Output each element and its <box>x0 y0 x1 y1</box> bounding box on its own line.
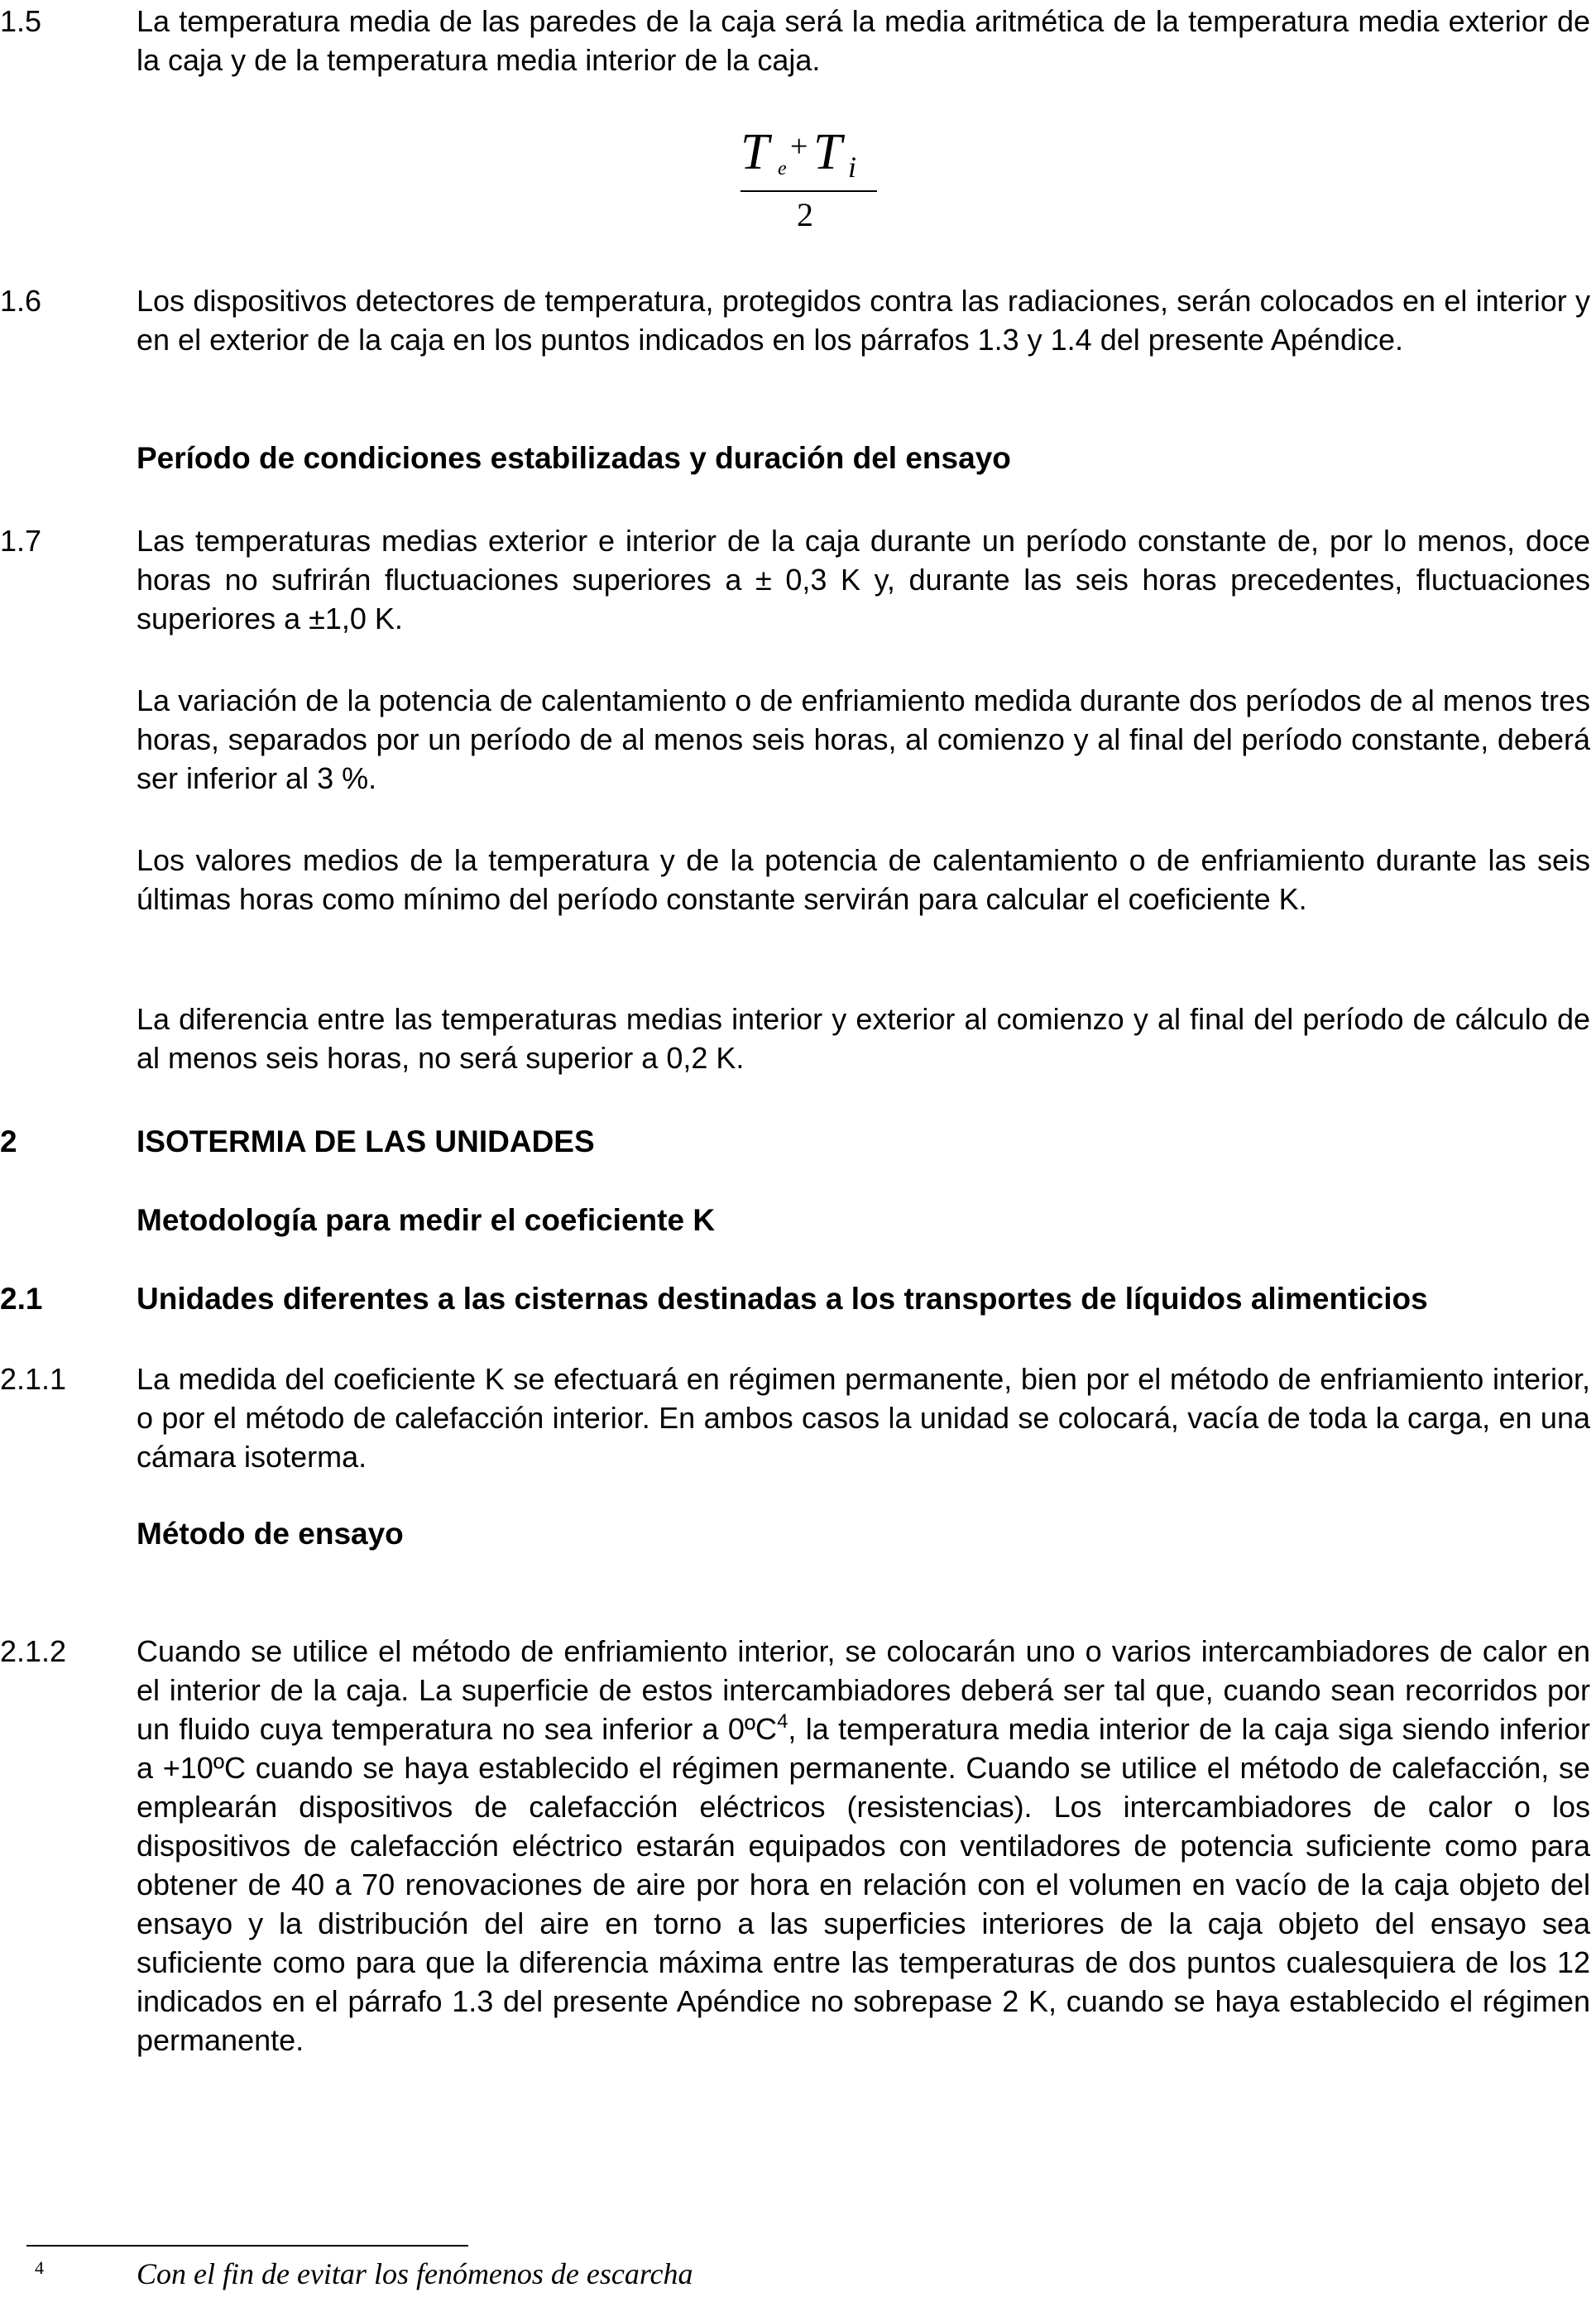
formula-denominator: 2 <box>797 196 813 233</box>
section-number-1-6: 1.6 <box>0 284 42 318</box>
paragraph-1-7-c: Los valores medios de la temperatura y de la potencia de calentamiento o de enfriamiento durante las seis últimas horas como mínimo del período constante servirán para calcular el coeficiente K. <box>137 843 1590 916</box>
paragraph-1-6: Los dispositivos detectores de temperatura, protegidos contra las radiaciones, serán colocados en el interior y en el exterior de la caja en los puntos indicados en los párrafos 1.3 y 1.4 del presente Apéndice. <box>137 284 1590 357</box>
formula-te-symbol: T <box>740 124 769 180</box>
paragraph-1-7-b: La variación de la potencia de calentamiento o de enfriamiento medida durante dos períodos de al menos tres horas, separados por un período de al menos seis horas, al comienzo y al final del período constante, deberá ser inferior al 3 %. <box>137 683 1590 795</box>
paragraph-1-7-a: Las temperaturas medias exterior e interior de la caja durante un período constante de, por lo menos, doce horas no sufrirán fluctuaciones superiores a ± 0,3 K y, durante las seis horas precedentes, fluctuaciones superiores a ±1,0 K. <box>137 524 1590 635</box>
paragraph-2-1-1: La medida del coeficiente K se efectuará en régimen permanente, bien por el método de enfriamiento interior, o por el método de calefacción interior. En ambos casos la unidad se colocará, vacía de toda la carga, en una cámara isoterma. <box>137 1362 1590 1474</box>
paragraph-2-1-2-part-a: Cuando se utilice el método de enfriamiento interior, se colocarán uno o varios intercambiadores de calor en el interior de la caja. La superficie de estos intercambiadores deberá ser tal que, cuando sean recorridos por un fluido cuya temperatura no sea inferior a 0ºC <box>137 1634 1590 1746</box>
formula-subscript-i: i <box>848 151 857 184</box>
mean-temperature-formula <box>740 122 877 234</box>
formula-fraction-bar <box>740 190 877 192</box>
paragraph-2-1-2-part-b: , la temperatura media interior de la caja siga siendo inferior a +10ºC cuando se haya establecido el régimen permanente. Cuando se utilice el método de calefacción, se emplearán dispositivos de calefacción eléctricos (resistencias). Los intercambiadores de calor o los dispositivos de calefacción eléctrico estarán equipados con ventiladores de potencia suficiente como para obtener de 40 a 70 renovaciones de aire por hora en relación con el volumen en vacío de la caja objeto del ensayo y la distribución del aire en torno a las superficies interiores de la caja objeto del ensayo sea suficiente como para que la diferencia máxima entre las temperaturas de dos puntos cualesquiera de los 12 indicados en el párrafo 1.3 del presente Apéndice no sobrepase 2 K, cuando se haya establecido el régimen permanente. <box>137 1712 1591 2057</box>
footnote-text: Con el fin de evitar los fenómenos de escarcha <box>137 2257 693 2290</box>
section-number-1-7: 1.7 <box>0 524 42 558</box>
section-title-2-1: Unidades diferentes a las cisternas destinadas a los transportes de líquidos alimenticios <box>137 1282 1428 1316</box>
heading-methodology-k: Metodología para medir el coeficiente K <box>137 1203 716 1237</box>
section-number-2-1-1: 2.1.1 <box>0 1362 67 1396</box>
section-number-2: 2 <box>0 1125 17 1158</box>
section-title-2: ISOTERMIA DE LAS UNIDADES <box>137 1125 595 1158</box>
heading-stabilized-period: Período de condiciones estabilizadas y duración del ensayo <box>137 441 1011 475</box>
heading-test-method: Método de ensayo <box>137 1517 404 1551</box>
footnote-mark: 4 <box>35 2257 44 2278</box>
footnote-separator <box>26 2245 468 2247</box>
paragraph-1-7-d: La diferencia entre las temperaturas medias interior y exterior al comienzo y al final del período de cálculo de al menos seis horas, no será superior a 0,2 K. <box>137 1002 1590 1075</box>
paragraph-1-5: La temperatura media de las paredes de la caja será la media aritmética de la temperatura media exterior de la caja y de la temperatura media interior de la caja. <box>137 4 1590 77</box>
footnote-reference-4[interactable]: 4 <box>777 1710 788 1733</box>
paragraph-2-1-2 <box>137 1632 1590 2060</box>
section-number-2-1-2: 2.1.2 <box>0 1634 67 1668</box>
section-number-2-1: 2.1 <box>0 1282 43 1316</box>
formula-ti-symbol: T <box>813 124 842 180</box>
formula-plus-sign: + <box>790 129 808 164</box>
formula-subscript-e: e <box>778 158 787 180</box>
section-number-1-5: 1.5 <box>0 4 42 38</box>
